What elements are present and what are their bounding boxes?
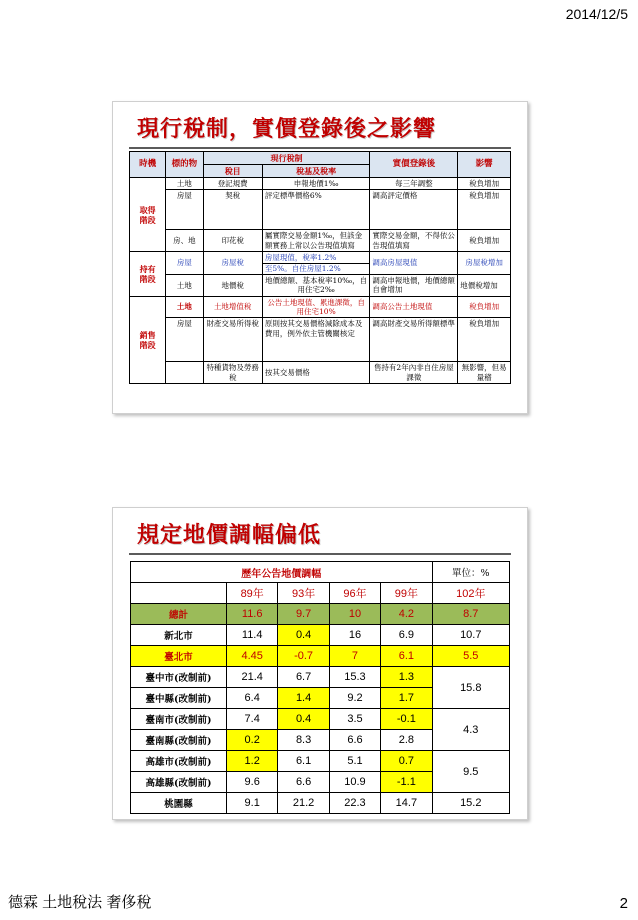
value-cell: 14.7	[381, 793, 432, 814]
year-header: 89年	[227, 583, 278, 604]
value-cell: 0.4	[278, 625, 329, 646]
value-cell: 15.2	[432, 793, 509, 814]
title-underline	[129, 147, 511, 149]
cell-actual: 調高申報地價，地價總額自會增加	[370, 274, 458, 296]
value-cell: 4.45	[227, 646, 278, 667]
value-cell: 0.4	[278, 709, 329, 730]
value-cell: 6.7	[278, 667, 329, 688]
cell-base: 原則按其交易價格減除成本及費用，例外依主管機關核定	[262, 318, 370, 362]
title-underline	[129, 553, 511, 555]
value-cell: 5.1	[329, 751, 380, 772]
row-name: 臺南市(改制前)	[131, 709, 227, 730]
table-row	[131, 751, 510, 772]
table-row	[131, 625, 510, 646]
row-name: 臺中縣(改制前)	[131, 688, 227, 709]
table-row	[130, 296, 511, 318]
cell-actual: 實際交易金額，不得依公告現值填寫	[370, 230, 458, 252]
value-cell: 9.7	[278, 604, 329, 625]
cell-base: 評定標準價格6%	[262, 190, 370, 230]
tax-impact-table	[129, 151, 511, 384]
row-name: 臺南縣(改制前)	[131, 730, 227, 751]
value-cell: 6.6	[278, 772, 329, 793]
header-timing: 時機	[130, 152, 166, 178]
value-cell: 6.1	[381, 646, 432, 667]
row-name: 臺北市	[131, 646, 227, 667]
value-cell: 0.2	[227, 730, 278, 751]
cell-subject: 土地	[166, 296, 203, 318]
cell-item: 印花稅	[203, 230, 262, 252]
value-cell: 16	[329, 625, 380, 646]
table-unit: 單位：%	[432, 562, 509, 583]
cell-item: 契稅	[203, 190, 262, 230]
table-row	[130, 252, 511, 275]
value-cell: 10.7	[432, 625, 509, 646]
value-cell: 8.3	[278, 730, 329, 751]
cell-subject: 房屋	[166, 252, 203, 275]
cell-item: 土地增值稅	[203, 296, 262, 318]
cell-subject: 土地	[166, 274, 203, 296]
value-cell: 10	[329, 604, 380, 625]
header-actual: 實價登錄後	[370, 152, 458, 178]
phase-sell: 銷售 階段	[130, 296, 166, 384]
value-cell: 11.4	[227, 625, 278, 646]
cell-actual: 調高房屋現值	[370, 252, 458, 275]
value-cell: 6.1	[278, 751, 329, 772]
row-name: 高雄市(改制前)	[131, 751, 227, 772]
year-header: 99年	[381, 583, 432, 604]
value-cell: 1.7	[381, 688, 432, 709]
cell-item: 房屋稅	[203, 252, 262, 275]
cell-subject: 房、地	[166, 230, 203, 252]
cell-actual: 售持有2年內非自住房屋課徵	[370, 362, 458, 384]
row-name: 臺中市(改制前)	[131, 667, 227, 688]
cell-item: 財產交易所得稅	[203, 318, 262, 362]
header-tax-item: 稅目	[203, 165, 262, 178]
cell-subject: 房屋	[166, 318, 203, 362]
cell-impact: 地價稅增加	[458, 274, 511, 296]
row-name: 新北市	[131, 625, 227, 646]
value-cell: 9.6	[227, 772, 278, 793]
phase-acquire: 取得 階段	[130, 178, 166, 252]
slide-title: 現行稅制，實價登錄後之影響	[137, 116, 437, 142]
value-cell: -0.1	[381, 709, 432, 730]
value-cell: 3.5	[329, 709, 380, 730]
year-header: 93年	[278, 583, 329, 604]
year-header: 102年	[432, 583, 509, 604]
header-subject: 標的物	[166, 152, 203, 178]
table-row	[131, 646, 510, 667]
value-cell: -0.7	[278, 646, 329, 667]
table-row	[130, 178, 511, 190]
table-row	[130, 362, 511, 384]
cell-subject	[166, 362, 203, 384]
cell-base-line1: 房屋現值，稅率1.2%	[264, 253, 337, 263]
value-cell: 22.3	[329, 793, 380, 814]
value-cell: 21.2	[278, 793, 329, 814]
value-cell: 21.4	[227, 667, 278, 688]
cell-base: 申報地價1‰	[262, 178, 370, 190]
value-cell: 2.8	[381, 730, 432, 751]
table-row	[130, 274, 511, 296]
header-current: 現行稅制	[203, 152, 370, 165]
cell-base: 公告土地現值、累進課徵，自用住宅10%	[262, 296, 370, 318]
row-name: 桃園縣	[131, 793, 227, 814]
slide-current-tax-system	[112, 101, 528, 414]
value-cell: 6.4	[227, 688, 278, 709]
value-cell: 6.6	[329, 730, 380, 751]
table-row	[131, 667, 510, 688]
table-caption: 歷年公告地價調幅	[131, 562, 433, 583]
year-header-row	[131, 583, 510, 604]
land-price-table	[130, 561, 510, 814]
cell-base: 按其交易價格	[262, 362, 370, 384]
value-cell: 15.3	[329, 667, 380, 688]
cell-base-line2: 至5%。自住房屋1.2%	[263, 263, 370, 273]
value-cell: 5.5	[432, 646, 509, 667]
cell-subject: 土地	[166, 178, 203, 190]
value-cell-merged: 9.5	[432, 751, 509, 793]
value-cell: 4.2	[381, 604, 432, 625]
cell-impact: 稅負增加	[458, 318, 511, 362]
cell-actual: 調高財產交易所得額標準	[370, 318, 458, 362]
value-cell: 9.1	[227, 793, 278, 814]
value-cell: 8.7	[432, 604, 509, 625]
value-cell-merged: 4.3	[432, 709, 509, 751]
value-cell: 11.6	[227, 604, 278, 625]
cell-impact: 稅負增加	[458, 296, 511, 318]
footer-course-title: 德霖 土地稅法 奢侈稅	[8, 894, 152, 911]
header-impact: 影響	[458, 152, 511, 178]
value-cell: 10.9	[329, 772, 380, 793]
table-row	[131, 709, 510, 730]
table-row	[130, 318, 511, 362]
cell-base: 地價總額、基本稅率10‰，自用住宅2‰	[262, 274, 370, 296]
value-cell: 7.4	[227, 709, 278, 730]
table-row	[130, 230, 511, 252]
cell-base	[262, 252, 370, 275]
cell-base: 屬實際交易金額1‰，但該金額實務上常以公告現值填寫	[262, 230, 370, 252]
value-cell: 1.3	[381, 667, 432, 688]
cell-impact: 稅負增加	[458, 190, 511, 230]
cell-actual: 調高評定價格	[370, 190, 458, 230]
value-cell: -1.1	[381, 772, 432, 793]
cell-actual: 調高公告土地現值	[370, 296, 458, 318]
cell-item: 地價稅	[203, 274, 262, 296]
row-name: 高雄縣(改制前)	[131, 772, 227, 793]
value-cell: 9.2	[329, 688, 380, 709]
cell-impact: 無影響，但易量稽	[458, 362, 511, 384]
header-tax-base: 稅基及稅率	[262, 165, 370, 178]
value-cell: 0.7	[381, 751, 432, 772]
cell-actual: 每三年調整	[370, 178, 458, 190]
table-row	[131, 793, 510, 814]
row-name: 總計	[131, 604, 227, 625]
cell-item: 登記規費	[203, 178, 262, 190]
slide-title: 規定地價調幅偏低	[137, 522, 322, 548]
phase-hold: 持有 階段	[130, 252, 166, 297]
value-cell: 1.2	[227, 751, 278, 772]
value-cell: 7	[329, 646, 380, 667]
value-cell-merged: 15.8	[432, 667, 509, 709]
table-row	[130, 190, 511, 230]
corner-cell	[131, 583, 227, 604]
slide-land-price-adjustment	[112, 507, 528, 820]
cell-impact: 房屋稅增加	[458, 252, 511, 275]
page-number: 2	[619, 895, 628, 912]
cell-impact: 稅負增加	[458, 230, 511, 252]
cell-item: 特種貨物及勞務稅	[203, 362, 262, 384]
page-date: 2014/12/5	[565, 6, 628, 22]
value-cell: 6.9	[381, 625, 432, 646]
cell-impact: 稅負增加	[458, 178, 511, 190]
table-row	[131, 604, 510, 625]
year-header: 96年	[329, 583, 380, 604]
cell-subject: 房屋	[166, 190, 203, 230]
value-cell: 1.4	[278, 688, 329, 709]
